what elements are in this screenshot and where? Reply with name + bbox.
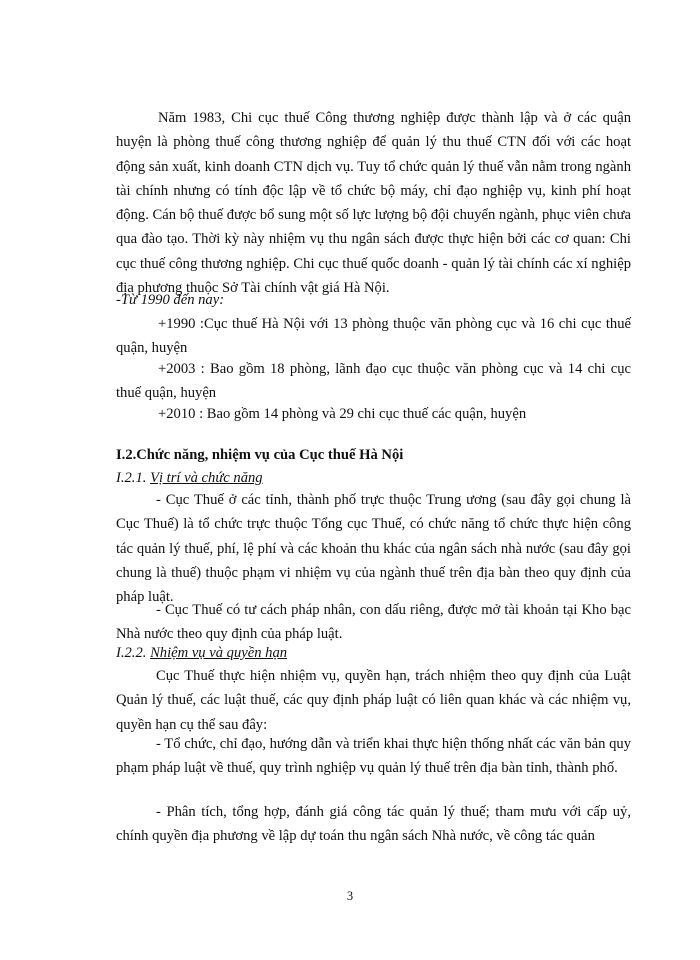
subsection-number-2: I.2.2. <box>116 645 147 661</box>
duties-paragraph-3: - Phân tích, tổng hợp, đánh giá công tác quản lý thuế; tham mưu với cấp uỷ, chính quyền địa phương về lập dự toán thu ngân sách Nhà nước, về công tác quản <box>116 804 631 845</box>
duties-paragraph-2: - Tổ chức, chỉ đạo, hướng dẫn và triển khai thực hiện thống nhất các văn bản quy phạm pháp luật về thuế, quy trình nghiệp vụ quản lý thuế trên địa bàn tỉnh, thành phố. <box>116 736 631 777</box>
period-label: -Từ 1990 đến nay: <box>116 292 225 308</box>
history-item-1990: +1990 :Cục thuế Hà Nội với 13 phòng thuộc văn phòng cục và 16 chi cục thuế quận, huyện <box>116 316 631 357</box>
subsection-heading-2 <box>116 641 631 665</box>
position-function-paragraph-1: - Cục Thuế ở các tỉnh, thành phố trực thuộc Trung ương (sau đây gọi chung là Cục Thuế) là tổ chức trực thuộc Tổng cục Thuế, có chức năng tổ chức thực hiện công tác quản lý thuế, phí, lệ phí và các khoản thu khác của ngân sách nhà nước (sau đây gọi chung là thuế) thuộc phạm vi nhiệm vụ của ngành thuế trên địa bàn theo quy định của pháp luật. <box>116 492 631 606</box>
duties-paragraph-1: Cục Thuế thực hiện nhiệm vụ, quyền hạn, trách nhiệm theo quy định của Luật Quản lý thuế, các luật thuế, các quy định pháp luật có liên quan khác và các nhiệm vụ, quyền hạn cụ thể sau đây: <box>116 668 631 733</box>
position-function-paragraph-2: - Cục Thuế có tư cách pháp nhân, con dấu riêng, được mở tài khoản tại Kho bạc Nhà nước theo quy định của pháp luật. <box>116 602 631 643</box>
page-number: 3 <box>346 889 354 903</box>
subsection-number-1: I.2.1. <box>116 470 147 486</box>
subsection-title-2: Nhiệm vụ và quyền hạn <box>150 645 288 661</box>
subsection-heading-1 <box>116 466 631 490</box>
history-item-2010: +2010 : Bao gồm 14 phòng và 29 chi cục thuế các quận, huyện <box>158 406 527 422</box>
section-heading: I.2.Chức năng, nhiệm vụ của Cục thuế Hà Nội <box>116 447 404 463</box>
history-item-2003: +2003 : Bao gồm 18 phòng, lãnh đạo cục thuộc văn phòng cục và 14 chi cục thuế quận, huyện <box>116 361 631 402</box>
history-paragraph-1983: Năm 1983, Chi cục thuế Công thương nghiệp được thành lập và ở các quận huyện là phòng thuế công thương nghiệp để quản lý thu thuế CTN đối với các hoạt động sản xuất, kinh doanh CTN dịch vụ. Tuy tổ chức quản lý thuế vẫn nằm trong ngành tài chính nhưng có tính độc lập về tổ chức bộ máy, chỉ đạo nghiệp vụ, kinh phí hoạt động. Cán bộ thuế được bổ sung một số lực lượng bộ đội chuyển ngành, phục viên chưa qua đào tạo. Thời kỳ này nhiệm vụ thu ngân sách được thực hiện bởi các cơ quan: Chi cục thuế công thương nghiệp. Chi cục thuế quốc doanh - quản lý tài chính các xí nghiệp địa phương thuộc Sở Tài chính vật giá Hà Nội. <box>116 110 631 297</box>
subsection-title-1: Vị trí và chức năng <box>150 470 263 486</box>
